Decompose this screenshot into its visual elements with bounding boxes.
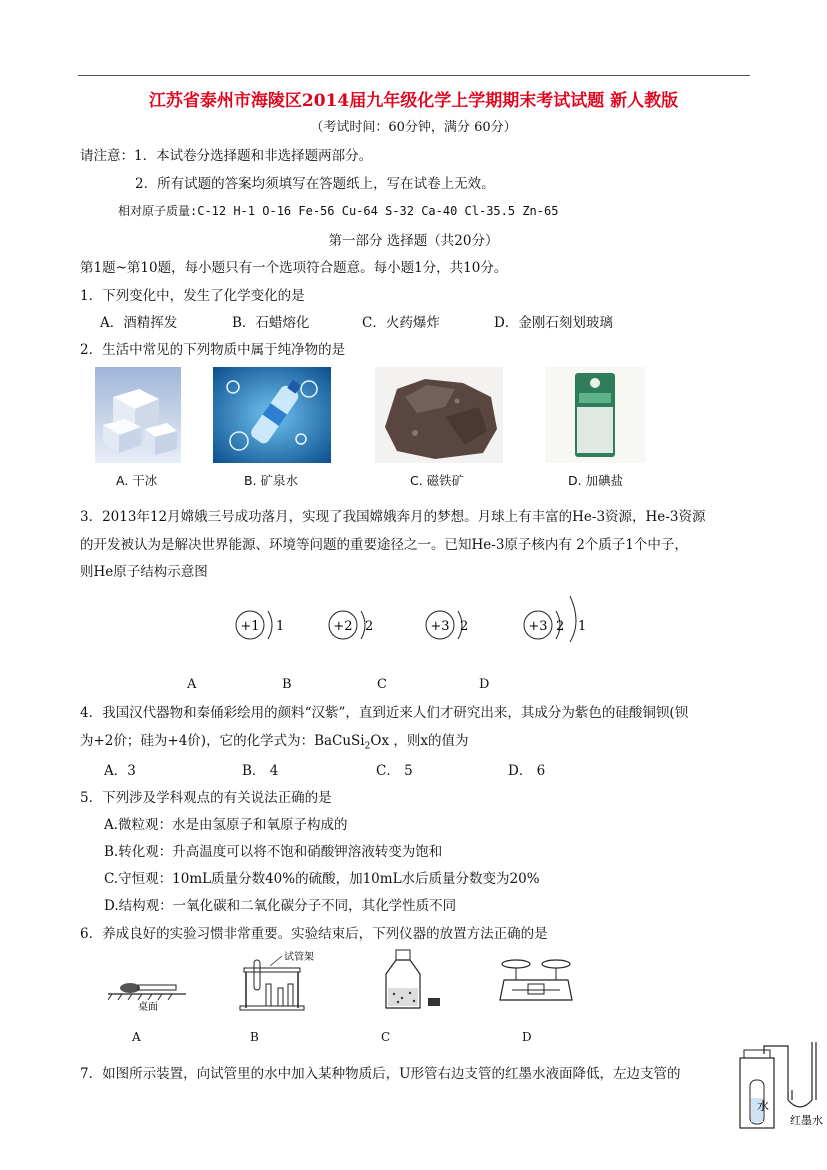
q5-stem: 5．下列涉及学科观点的有关说法正确的是 (80, 790, 332, 806)
red-ink-label: 红墨水 (790, 1114, 823, 1127)
q7-stem: 7．如图所示装置，向试管里的水中加入某种物质后，U形管右边支管的红墨水液面降低，左边支管的 (80, 1066, 681, 1082)
q4-option-d: D． 6 (508, 763, 546, 779)
section-title: 第一部分 选择题（共20分） (328, 233, 499, 249)
q2-caption-c: C. 磁铁矿 (410, 473, 465, 488)
header-rule (78, 75, 750, 76)
q6-figure-d-balance (498, 948, 578, 1014)
atom-d-nucleus: +3 (528, 619, 548, 634)
q6-label-a: A (132, 1030, 141, 1044)
atom-a-shell-1: 1 (276, 619, 285, 634)
q6-figure-c-reagent-bottle (380, 948, 450, 1014)
section-instruction: 第1题~第10题，每小题只有一个选项符合题意。每小题1分，共10分。 (80, 260, 508, 276)
q4-formula-prefix: 为+2价；硅为+4价)，它的化学式为：BaCuSi (80, 733, 365, 749)
atom-d-shell-2: 1 (578, 619, 587, 634)
atom-diagram-a (230, 605, 290, 645)
q2-caption-b: B. 矿泉水 (244, 473, 299, 488)
q1-option-c: C．火药爆炸 (362, 315, 440, 331)
atom-b-nucleus: +2 (333, 619, 353, 634)
water-label: 水 (757, 1099, 770, 1113)
atom-d-shell-1: 2 (556, 619, 565, 634)
q4-formula-subscript: 2 (364, 741, 371, 752)
atom-c-nucleus: +3 (430, 619, 450, 634)
q3-label-d: D (479, 677, 490, 692)
q3-label-b: B (282, 677, 292, 692)
q2-caption-a: A. 干冰 (116, 473, 158, 488)
q6-stem: 6．养成良好的实验习惯非常重要。实验结束后，下列仪器的放置方法正确的是 (80, 926, 548, 942)
magnetite-image (375, 367, 503, 463)
q5-option-c: C.守恒观：10mL质量分数40%的硫酸，加10mL水后质量分数变为20% (104, 871, 540, 887)
q5-option-a: A.微粒观：水是由氢原子和氧原子构成的 (104, 817, 348, 833)
q4-line-2 (80, 729, 468, 752)
q1-stem: 1．下列变化中，发生了化学变化的是 (80, 288, 305, 304)
q3-label-a: A (187, 677, 197, 692)
iodized-salt-image (545, 367, 645, 463)
q3-line-2: 的开发被认为是解决世界能源、环境等问题的重要途径之一。已知He-3原子核内有 2个质子1个中子， (80, 537, 688, 553)
q4-option-c: C． 5 (376, 763, 413, 779)
rack-label: 试管架 (284, 952, 314, 963)
q5-option-d: D.结构观：一氧化碳和二氧化碳分子不同，其化学性质不同 (104, 898, 457, 914)
q7-apparatus-diagram (730, 1040, 824, 1130)
q4-formula-suffix: Ox ，则x的值为 (370, 733, 469, 749)
q6-label-d: D (522, 1030, 532, 1044)
q4-line-1: 4．我国汉代器物和秦俑彩绘用的颜料“汉紫”，直到近来人们才研究出来，其成分为紫色的硅酸铜钡(钡 (80, 705, 689, 721)
q6-label-b: B (250, 1030, 259, 1044)
mineral-water-image (213, 367, 331, 463)
q1-option-b: B．石蜡熔化 (232, 315, 310, 331)
atom-b-shell-1: 2 (365, 619, 374, 634)
dry-ice-image (95, 367, 181, 463)
q3-line-1: 3．2013年12月嫦娥三号成功落月，实现了我国嫦娥奔月的梦想。月球上有丰富的He-3资源，He-3资源 (80, 509, 706, 525)
q6-figure-a-dropper (108, 968, 188, 1012)
exam-info: （考试时间：60分钟，满分 60分） (310, 120, 517, 135)
q3-line-3: 则He原子结构示意图 (80, 564, 208, 580)
q6-figure-b-test-tube-rack (236, 948, 326, 1014)
desk-label: 桌面 (138, 1002, 158, 1012)
q1-option-a: A．酒精挥发 (100, 315, 178, 331)
notice-line-2: 2．所有试题的答案均须填写在答题纸上，写在试卷上无效。 (135, 176, 495, 192)
q1-option-d: D．金刚石刻划玻璃 (494, 315, 613, 331)
page-title: 江苏省泰州市海陵区2014届九年级化学上学期期末考试试题 新人教版 (148, 91, 679, 111)
q6-label-c: C (381, 1030, 391, 1044)
atomic-mass-line: 相对原子质量:C-12 H-1 O-16 Fe-56 Cu-64 S-32 Ca-40 Cl-35.5 Zn-65 (118, 204, 559, 218)
atom-diagram-b (323, 605, 383, 645)
q4-option-b: B． 4 (242, 763, 279, 779)
q5-option-b: B.转化观：升高温度可以将不饱和硝酸钾溶液转变为饱和 (104, 844, 443, 860)
atom-c-shell-1: 2 (460, 619, 469, 634)
atom-diagram-c (420, 605, 480, 645)
q2-caption-d: D. 加碘盐 (568, 473, 624, 488)
q4-option-a: A．3 (104, 763, 136, 779)
q2-stem: 2．生活中常见的下列物质中属于纯净物的是 (80, 342, 346, 358)
atom-a-nucleus: +1 (240, 619, 260, 634)
q3-label-c: C (377, 677, 387, 692)
atom-diagram-d (518, 592, 598, 644)
notice-line-1: 请注意：1．本试卷分选择题和非选择题两部分。 (80, 148, 373, 164)
